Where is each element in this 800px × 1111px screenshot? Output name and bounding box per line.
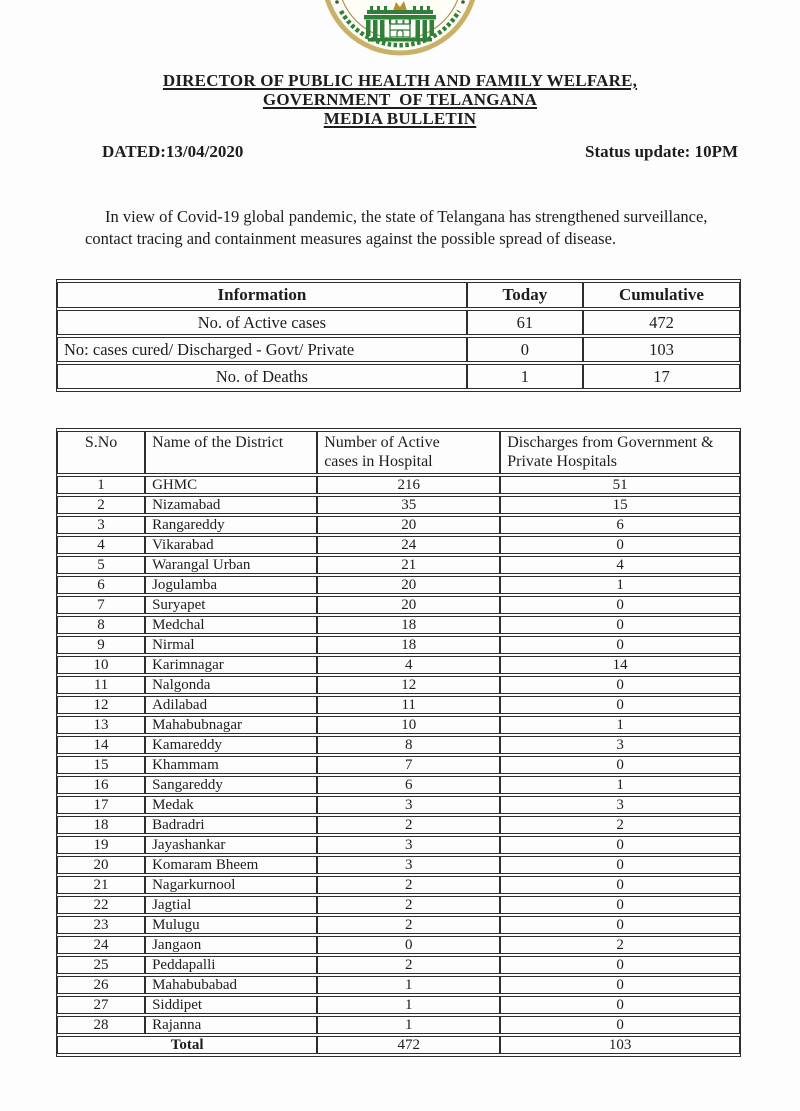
cell-district-name: Kamareddy bbox=[145, 736, 317, 754]
district-row bbox=[57, 1016, 740, 1034]
cell-discharges: 14 bbox=[500, 656, 740, 674]
district-row bbox=[57, 576, 740, 594]
district-row bbox=[57, 636, 740, 654]
emblem-dot-right-icon bbox=[461, 0, 465, 4]
cell-active-cases: 2 bbox=[317, 876, 500, 894]
cell-active-cases: 20 bbox=[317, 596, 500, 614]
district-row bbox=[57, 836, 740, 854]
district-header-row bbox=[57, 431, 740, 474]
cell-discharges: 2 bbox=[500, 816, 740, 834]
cell-active-cases: 3 bbox=[317, 856, 500, 874]
district-row bbox=[57, 536, 740, 554]
district-row bbox=[57, 756, 740, 774]
cell-discharges: 0 bbox=[500, 636, 740, 654]
district-row bbox=[57, 976, 740, 994]
bulletin-title: MEDIA BULLETIN bbox=[323, 109, 477, 128]
cell-discharges: 0 bbox=[500, 876, 740, 894]
district-row bbox=[57, 556, 740, 574]
district-col-active: Number of Active cases in Hospital bbox=[317, 431, 500, 474]
cell-active-cases: 216 bbox=[317, 476, 500, 494]
cell-active-cases: 35 bbox=[317, 496, 500, 514]
cell-sno: 7 bbox=[57, 596, 145, 614]
district-row bbox=[57, 916, 740, 934]
district-row bbox=[57, 996, 740, 1014]
total-active-cases: 472 bbox=[317, 1036, 500, 1054]
district-table bbox=[56, 428, 741, 1057]
cell-district-name: Nizamabad bbox=[145, 496, 317, 514]
cell-active-cases: 18 bbox=[317, 616, 500, 634]
cell-today: 0 bbox=[467, 337, 583, 362]
cell-sno: 27 bbox=[57, 996, 145, 1014]
cell-sno: 24 bbox=[57, 936, 145, 954]
cell-active-cases: 20 bbox=[317, 576, 500, 594]
cell-sno: 28 bbox=[57, 1016, 145, 1034]
cell-active-cases: 4 bbox=[317, 656, 500, 674]
district-row bbox=[57, 676, 740, 694]
district-row bbox=[57, 856, 740, 874]
summary-col-information: Information bbox=[57, 282, 467, 308]
cell-active-cases: 2 bbox=[317, 816, 500, 834]
cell-discharges: 0 bbox=[500, 856, 740, 874]
cell-discharges: 0 bbox=[500, 696, 740, 714]
cell-active-cases: 18 bbox=[317, 636, 500, 654]
cell-district-name: Jagtial bbox=[145, 896, 317, 914]
cell-sno: 26 bbox=[57, 976, 145, 994]
cell-active-cases: 20 bbox=[317, 516, 500, 534]
district-col-sno: S.No bbox=[57, 431, 145, 474]
cell-information: No. of Active cases bbox=[57, 310, 467, 335]
cell-district-name: Mulugu bbox=[145, 916, 317, 934]
cell-active-cases: 1 bbox=[317, 1016, 500, 1034]
cell-district-name: GHMC bbox=[145, 476, 317, 494]
district-row bbox=[57, 696, 740, 714]
cell-discharges: 4 bbox=[500, 556, 740, 574]
cell-sno: 18 bbox=[57, 816, 145, 834]
cell-discharges: 6 bbox=[500, 516, 740, 534]
cell-active-cases: 21 bbox=[317, 556, 500, 574]
intro-paragraph: In view of Covid-19 global pandemic, the state of Telangana has strengthened surveillance, contact tracing and containment measures against the possible spread of disease. bbox=[85, 207, 708, 248]
cell-district-name: Suryapet bbox=[145, 596, 317, 614]
district-row bbox=[57, 896, 740, 914]
summary-row bbox=[57, 310, 740, 335]
cell-district-name: Nirmal bbox=[145, 636, 317, 654]
district-row bbox=[57, 776, 740, 794]
cell-sno: 15 bbox=[57, 756, 145, 774]
district-row bbox=[57, 616, 740, 634]
cell-active-cases: 2 bbox=[317, 896, 500, 914]
cell-district-name: Nalgonda bbox=[145, 676, 317, 694]
page-title: DIRECTOR OF PUBLIC HEALTH AND FAMILY WELFARE, bbox=[162, 71, 638, 90]
cell-active-cases: 10 bbox=[317, 716, 500, 734]
cell-discharges: 0 bbox=[500, 756, 740, 774]
cell-active-cases: 3 bbox=[317, 836, 500, 854]
cell-today: 1 bbox=[467, 364, 583, 389]
summary-col-today: Today bbox=[467, 282, 583, 308]
cell-discharges: 0 bbox=[500, 896, 740, 914]
dated-label: DATED:13/04/2020 bbox=[102, 142, 244, 161]
status-update-label: Status update: 10PM bbox=[584, 142, 738, 161]
cell-sno: 17 bbox=[57, 796, 145, 814]
cell-discharges: 0 bbox=[500, 616, 740, 634]
cell-sno: 3 bbox=[57, 516, 145, 534]
cell-discharges: 0 bbox=[500, 996, 740, 1014]
district-col-name: Name of the District bbox=[145, 431, 317, 474]
district-total-row bbox=[57, 1036, 740, 1054]
cell-district-name: Nagarkurnool bbox=[145, 876, 317, 894]
cell-active-cases: 24 bbox=[317, 536, 500, 554]
cell-district-name: Warangal Urban bbox=[145, 556, 317, 574]
cell-active-cases: 1 bbox=[317, 996, 500, 1014]
cell-district-name: Medak bbox=[145, 796, 317, 814]
cell-information: No. of Deaths bbox=[57, 364, 467, 389]
cell-discharges: 0 bbox=[500, 956, 740, 974]
district-table-body bbox=[57, 476, 740, 1054]
cell-district-name: Karimnagar bbox=[145, 656, 317, 674]
cell-sno: 16 bbox=[57, 776, 145, 794]
cell-district-name: Jangaon bbox=[145, 936, 317, 954]
cell-sno: 4 bbox=[57, 536, 145, 554]
cell-district-name: Rajanna bbox=[145, 1016, 317, 1034]
government-title: GOVERNMENT OF TELANGANA bbox=[262, 90, 538, 109]
cell-discharges: 3 bbox=[500, 796, 740, 814]
cell-active-cases: 1 bbox=[317, 976, 500, 994]
cell-district-name: Mahabubabad bbox=[145, 976, 317, 994]
cell-district-name: Sangareddy bbox=[145, 776, 317, 794]
cell-sno: 25 bbox=[57, 956, 145, 974]
cell-discharges: 1 bbox=[500, 716, 740, 734]
cell-active-cases: 11 bbox=[317, 696, 500, 714]
district-row bbox=[57, 936, 740, 954]
cell-active-cases: 12 bbox=[317, 676, 500, 694]
cell-sno: 14 bbox=[57, 736, 145, 754]
cell-district-name: Medchal bbox=[145, 616, 317, 634]
summary-col-cumulative: Cumulative bbox=[583, 282, 740, 308]
cell-sno: 8 bbox=[57, 616, 145, 634]
cell-cumulative: 17 bbox=[583, 364, 740, 389]
cell-active-cases: 0 bbox=[317, 936, 500, 954]
cell-sno: 2 bbox=[57, 496, 145, 514]
district-row bbox=[57, 796, 740, 814]
cell-discharges: 0 bbox=[500, 976, 740, 994]
cell-sno: 21 bbox=[57, 876, 145, 894]
district-row bbox=[57, 596, 740, 614]
district-row bbox=[57, 516, 740, 534]
cell-active-cases: 6 bbox=[317, 776, 500, 794]
cell-district-name: Peddapalli bbox=[145, 956, 317, 974]
cell-district-name: Vikarabad bbox=[145, 536, 317, 554]
cell-discharges: 1 bbox=[500, 576, 740, 594]
cell-sno: 9 bbox=[57, 636, 145, 654]
cell-discharges: 0 bbox=[500, 676, 740, 694]
cell-sno: 20 bbox=[57, 856, 145, 874]
district-row bbox=[57, 816, 740, 834]
district-row bbox=[57, 496, 740, 514]
district-row bbox=[57, 736, 740, 754]
summary-table bbox=[56, 279, 741, 392]
cell-district-name: Jayashankar bbox=[145, 836, 317, 854]
cell-district-name: Komaram Bheem bbox=[145, 856, 317, 874]
cell-discharges: 51 bbox=[500, 476, 740, 494]
cell-active-cases: 3 bbox=[317, 796, 500, 814]
district-row bbox=[57, 876, 740, 894]
cell-district-name: Khammam bbox=[145, 756, 317, 774]
cell-district-name: Badradri bbox=[145, 816, 317, 834]
cell-sno: 10 bbox=[57, 656, 145, 674]
cell-today: 61 bbox=[467, 310, 583, 335]
total-label: Total bbox=[57, 1036, 317, 1054]
emblem-dot-left-icon bbox=[335, 0, 339, 4]
cell-sno: 23 bbox=[57, 916, 145, 934]
cell-discharges: 0 bbox=[500, 916, 740, 934]
district-row bbox=[57, 956, 740, 974]
cell-active-cases: 7 bbox=[317, 756, 500, 774]
district-col-discharges: Discharges from Government & Private Hospitals bbox=[500, 431, 740, 474]
cell-discharges: 2 bbox=[500, 936, 740, 954]
cell-discharges: 0 bbox=[500, 1016, 740, 1034]
cell-district-name: Mahabubnagar bbox=[145, 716, 317, 734]
cell-discharges: 0 bbox=[500, 836, 740, 854]
cell-cumulative: 103 bbox=[583, 337, 740, 362]
district-row bbox=[57, 716, 740, 734]
cell-active-cases: 2 bbox=[317, 916, 500, 934]
cell-sno: 1 bbox=[57, 476, 145, 494]
cell-district-name: Jogulamba bbox=[145, 576, 317, 594]
cell-discharges: 3 bbox=[500, 736, 740, 754]
cell-discharges: 15 bbox=[500, 496, 740, 514]
date-status-row bbox=[102, 142, 738, 162]
cell-sno: 5 bbox=[57, 556, 145, 574]
cell-district-name: Siddipet bbox=[145, 996, 317, 1014]
cell-sno: 13 bbox=[57, 716, 145, 734]
cell-information: No: cases cured/ Discharged - Govt/ Private bbox=[57, 337, 467, 362]
cell-discharges: 1 bbox=[500, 776, 740, 794]
cell-sno: 19 bbox=[57, 836, 145, 854]
cell-active-cases: 2 bbox=[317, 956, 500, 974]
district-row bbox=[57, 656, 740, 674]
telangana-state-emblem-icon bbox=[320, 0, 480, 57]
summary-header-row bbox=[57, 282, 740, 308]
cell-sno: 22 bbox=[57, 896, 145, 914]
cell-sno: 6 bbox=[57, 576, 145, 594]
cell-active-cases: 8 bbox=[317, 736, 500, 754]
total-discharges: 103 bbox=[500, 1036, 740, 1054]
cell-cumulative: 472 bbox=[583, 310, 740, 335]
cell-district-name: Adilabad bbox=[145, 696, 317, 714]
summary-row bbox=[57, 337, 740, 362]
cell-sno: 12 bbox=[57, 696, 145, 714]
cell-district-name: Rangareddy bbox=[145, 516, 317, 534]
summary-table-body bbox=[57, 310, 740, 389]
district-row bbox=[57, 476, 740, 494]
cell-discharges: 0 bbox=[500, 596, 740, 614]
cell-discharges: 0 bbox=[500, 536, 740, 554]
summary-row bbox=[57, 364, 740, 389]
cell-sno: 11 bbox=[57, 676, 145, 694]
